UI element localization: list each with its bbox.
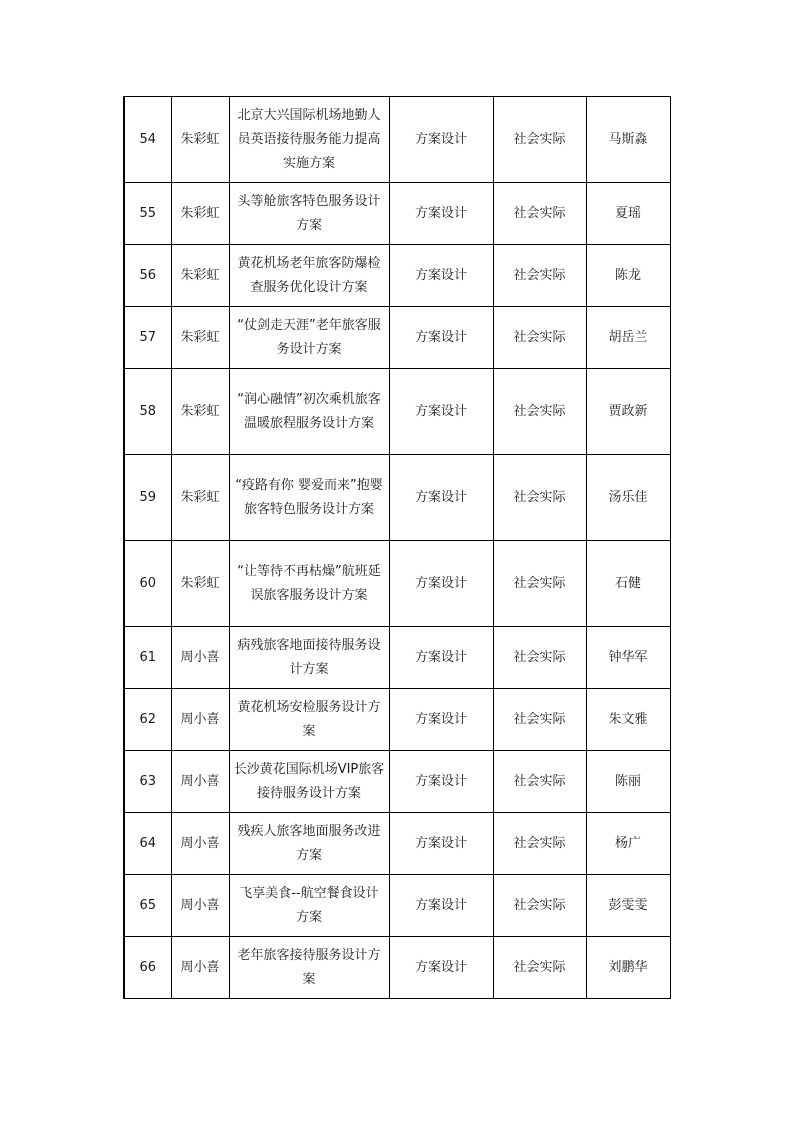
topic-source: 社会实际 xyxy=(493,813,586,875)
topic-title: 病残旅客地面接待服务设计方案 xyxy=(229,627,389,689)
row-number: 66 xyxy=(124,937,171,999)
student-name: 钟华军 xyxy=(586,627,670,689)
topic-source: 社会实际 xyxy=(493,937,586,999)
topic-source: 社会实际 xyxy=(493,541,586,627)
row-number: 59 xyxy=(124,455,171,541)
table-row xyxy=(124,455,670,541)
student-name: 马斯淼 xyxy=(586,97,670,183)
table-body xyxy=(124,97,670,999)
topic-title: 黄花机场老年旅客防爆检查服务优化设计方案 xyxy=(229,245,389,307)
row-number: 60 xyxy=(124,541,171,627)
topic-type: 方案设计 xyxy=(389,369,493,455)
topic-source: 社会实际 xyxy=(493,307,586,369)
advisor-name: 朱彩虹 xyxy=(171,97,229,183)
topic-source: 社会实际 xyxy=(493,875,586,937)
advisor-name: 朱彩虹 xyxy=(171,183,229,245)
advisor-name: 朱彩虹 xyxy=(171,307,229,369)
topic-title: 老年旅客接待服务设计方案 xyxy=(229,937,389,999)
table-row xyxy=(124,541,670,627)
topic-title: “润心融情”初次乘机旅客温暖旅程服务设计方案 xyxy=(229,369,389,455)
table-row xyxy=(124,245,670,307)
student-name: 汤乐佳 xyxy=(586,455,670,541)
row-number: 58 xyxy=(124,369,171,455)
table-row xyxy=(124,875,670,937)
student-name: 彭雯雯 xyxy=(586,875,670,937)
advisor-name: 周小喜 xyxy=(171,689,229,751)
row-number: 55 xyxy=(124,183,171,245)
student-name: 刘鹏华 xyxy=(586,937,670,999)
topic-type: 方案设计 xyxy=(389,751,493,813)
advisor-name: 朱彩虹 xyxy=(171,541,229,627)
topic-source: 社会实际 xyxy=(493,751,586,813)
topic-title: “让等待不再枯燥”航班延误旅客服务设计方案 xyxy=(229,541,389,627)
student-name: 陈龙 xyxy=(586,245,670,307)
student-name: 贾政新 xyxy=(586,369,670,455)
topic-title: “仗剑走天涯”老年旅客服务设计方案 xyxy=(229,307,389,369)
row-number: 64 xyxy=(124,813,171,875)
topic-title: “疫路有你 婴爱而来”抱婴旅客特色服务设计方案 xyxy=(229,455,389,541)
thesis-topic-table xyxy=(123,96,671,999)
topic-type: 方案设计 xyxy=(389,455,493,541)
topic-title: 黄花机场安检服务设计方案 xyxy=(229,689,389,751)
topic-type: 方案设计 xyxy=(389,307,493,369)
table-row xyxy=(124,751,670,813)
topic-source: 社会实际 xyxy=(493,689,586,751)
topic-title: 北京大兴国际机场地勤人员英语接待服务能力提高实施方案 xyxy=(229,97,389,183)
topic-title: 残疾人旅客地面服务改进方案 xyxy=(229,813,389,875)
advisor-name: 周小喜 xyxy=(171,937,229,999)
topic-type: 方案设计 xyxy=(389,183,493,245)
topic-type: 方案设计 xyxy=(389,627,493,689)
row-number: 65 xyxy=(124,875,171,937)
topic-source: 社会实际 xyxy=(493,245,586,307)
advisor-name: 周小喜 xyxy=(171,875,229,937)
student-name: 陈丽 xyxy=(586,751,670,813)
topic-title: 飞享美食--航空餐食设计方案 xyxy=(229,875,389,937)
row-number: 54 xyxy=(124,97,171,183)
advisor-name: 朱彩虹 xyxy=(171,455,229,541)
student-name: 石健 xyxy=(586,541,670,627)
topic-title: 长沙黄花国际机场VIP旅客接待服务设计方案 xyxy=(229,751,389,813)
advisor-name: 周小喜 xyxy=(171,751,229,813)
topic-type: 方案设计 xyxy=(389,689,493,751)
topic-type: 方案设计 xyxy=(389,541,493,627)
advisor-name: 朱彩虹 xyxy=(171,245,229,307)
student-name: 胡岳兰 xyxy=(586,307,670,369)
topic-type: 方案设计 xyxy=(389,97,493,183)
row-number: 62 xyxy=(124,689,171,751)
advisor-name: 朱彩虹 xyxy=(171,369,229,455)
table-row xyxy=(124,937,670,999)
table-row xyxy=(124,183,670,245)
row-number: 61 xyxy=(124,627,171,689)
topic-source: 社会实际 xyxy=(493,183,586,245)
advisor-name: 周小喜 xyxy=(171,627,229,689)
student-name: 杨广 xyxy=(586,813,670,875)
row-number: 57 xyxy=(124,307,171,369)
topic-type: 方案设计 xyxy=(389,245,493,307)
topic-source: 社会实际 xyxy=(493,455,586,541)
topic-type: 方案设计 xyxy=(389,875,493,937)
topic-type: 方案设计 xyxy=(389,813,493,875)
table-row xyxy=(124,369,670,455)
advisor-name: 周小喜 xyxy=(171,813,229,875)
table-row xyxy=(124,307,670,369)
topic-source: 社会实际 xyxy=(493,369,586,455)
topic-source: 社会实际 xyxy=(493,97,586,183)
topic-source: 社会实际 xyxy=(493,627,586,689)
table-row xyxy=(124,97,670,183)
table-row xyxy=(124,689,670,751)
topic-type: 方案设计 xyxy=(389,937,493,999)
row-number: 56 xyxy=(124,245,171,307)
student-name: 夏瑶 xyxy=(586,183,670,245)
table-row xyxy=(124,813,670,875)
topic-title: 头等舱旅客特色服务设计方案 xyxy=(229,183,389,245)
table-row xyxy=(124,627,670,689)
row-number: 63 xyxy=(124,751,171,813)
student-name: 朱文雅 xyxy=(586,689,670,751)
